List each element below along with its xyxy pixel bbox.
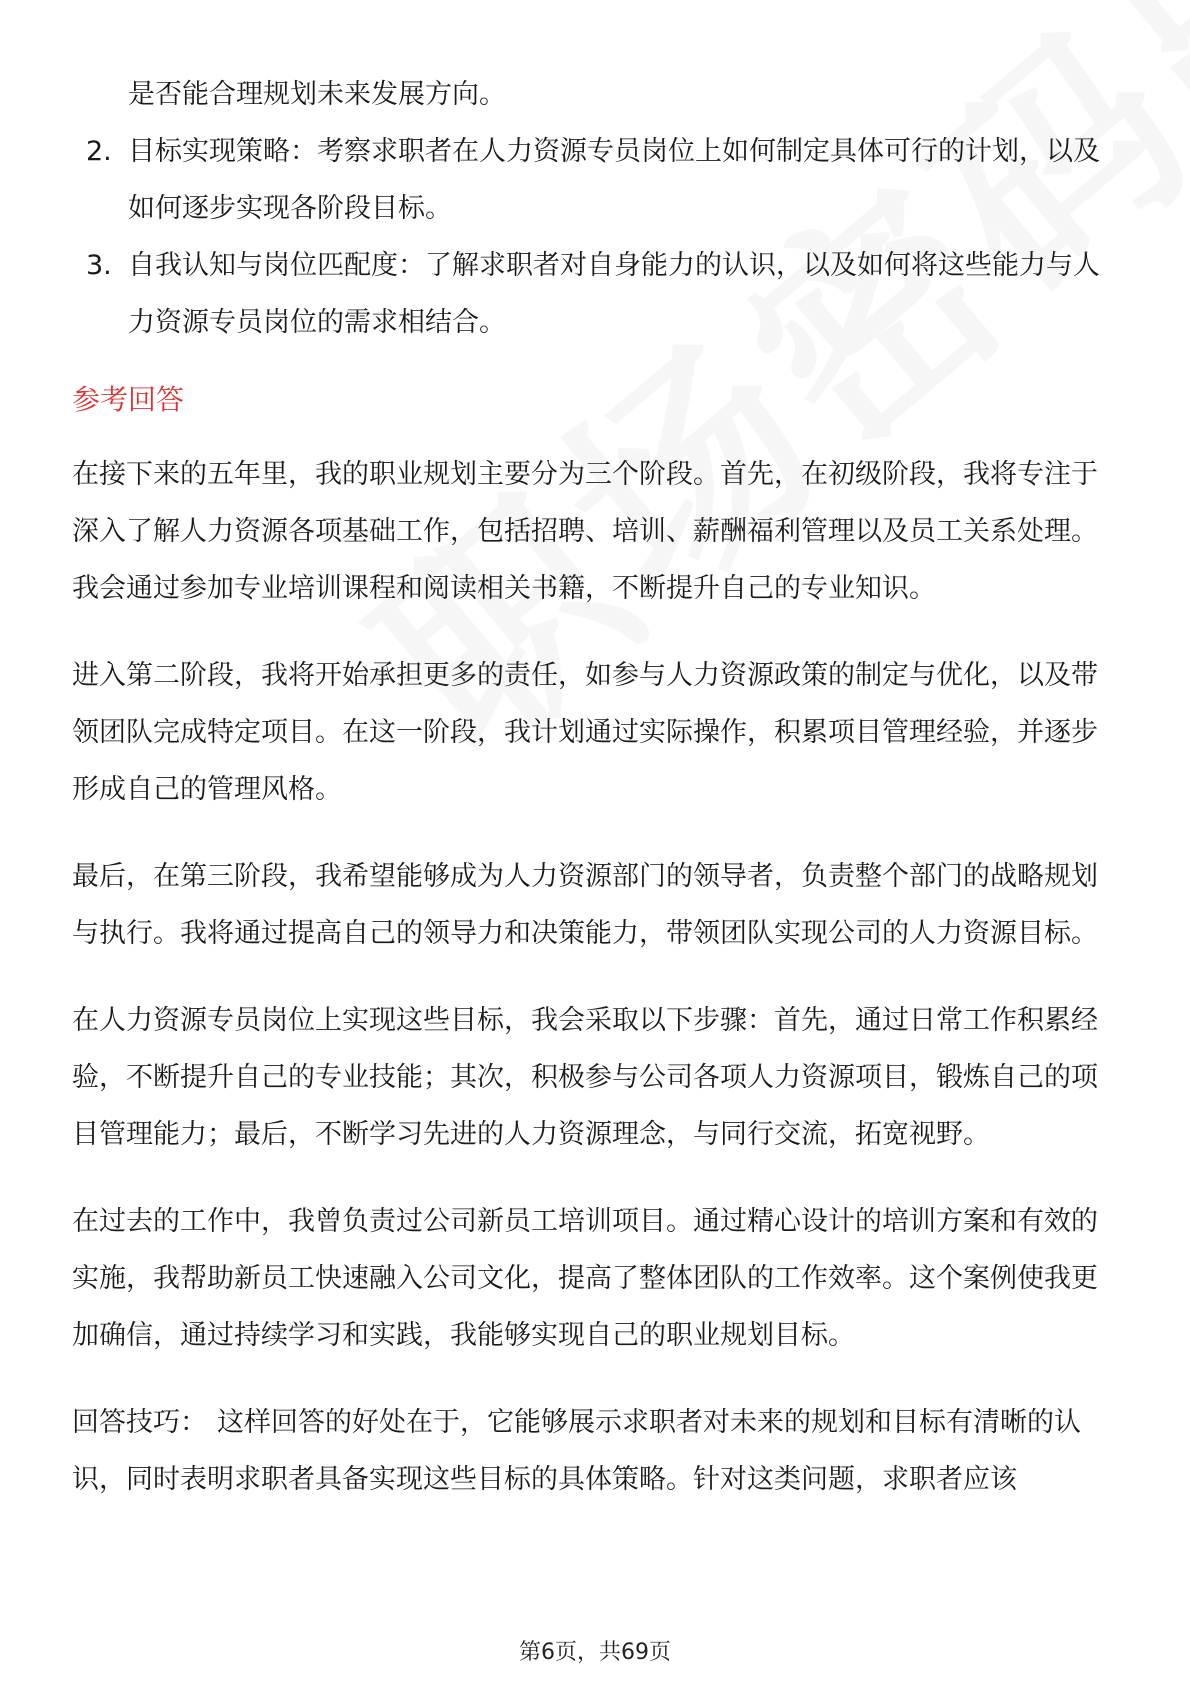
- page-footer: 第6页，共69页: [519, 1640, 671, 1665]
- tips-label: 回答技巧：: [72, 1407, 207, 1438]
- criteria-list: [72, 123, 1122, 351]
- section-heading: 参考回答: [72, 383, 185, 416]
- list-item: [72, 123, 1122, 237]
- answer-paragraph: 进入第二阶段，我将开始承担更多的责任，如参与人力资源政策的制定与优化，以及带领团队完成特定项目。在这一阶段，我计划通过实际操作，积累项目管理经验，并逐步形成自己的管理风格。: [72, 660, 1098, 805]
- page-content: [72, 66, 1122, 1538]
- list-number: 2.: [86, 136, 112, 167]
- answer-paragraph: 在接下来的五年里，我的职业规划主要分为三个阶段。首先，在初级阶段，我将专注于深入了解人力资源各项基础工作，包括招聘、培训、薪酬福利管理以及员工关系处理。我会通过参加专业培训课程和阅读相关书籍，不断提升自己的专业知识。: [72, 459, 1098, 604]
- list-item-text: 自我认知与岗位匹配度：了解求职者对自身能力的认识，以及如何将这些能力与人力资源专员岗位的需求相结合。: [128, 250, 1100, 338]
- list-item: [72, 237, 1122, 351]
- list-item-text: 目标实现策略：考察求职者在人力资源专员岗位上如何制定具体可行的计划，以及如何逐步实现各阶段目标。: [128, 136, 1100, 224]
- list-continuation: 是否能合理规划未来发展方向。: [128, 79, 506, 110]
- answer-paragraph: 在过去的工作中，我曾负责过公司新员工培训项目。通过精心设计的培训方案和有效的实施，我帮助新员工快速融入公司文化，提高了整体团队的工作效率。这个案例使我更加确信，通过持续学习和实践，我能够实现自己的职业规划目标。: [72, 1206, 1098, 1351]
- answer-paragraph: 最后，在第三阶段，我希望能够成为人力资源部门的领导者，负责整个部门的战略规划与执行。我将通过提高自己的领导力和决策能力，带领团队实现公司的人力资源目标。: [72, 861, 1098, 949]
- tips-paragraph: [72, 1394, 1122, 1508]
- tips-text: 这样回答的好处在于，它能够展示求职者对未来的规划和目标有清晰的认识，同时表明求职者具备实现这些目标的具体策略。针对这类问题，求职者应该: [72, 1407, 1081, 1495]
- list-number: 3.: [86, 250, 112, 281]
- answer-paragraph: 在人力资源专员岗位上实现这些目标，我会采取以下步骤：首先，通过日常工作积累经验，不断提升自己的专业技能；其次，积极参与公司各项人力资源项目，锻炼自己的项目管理能力；最后，不断学习先进的人力资源理念，与同行交流，拓宽视野。: [72, 1005, 1098, 1150]
